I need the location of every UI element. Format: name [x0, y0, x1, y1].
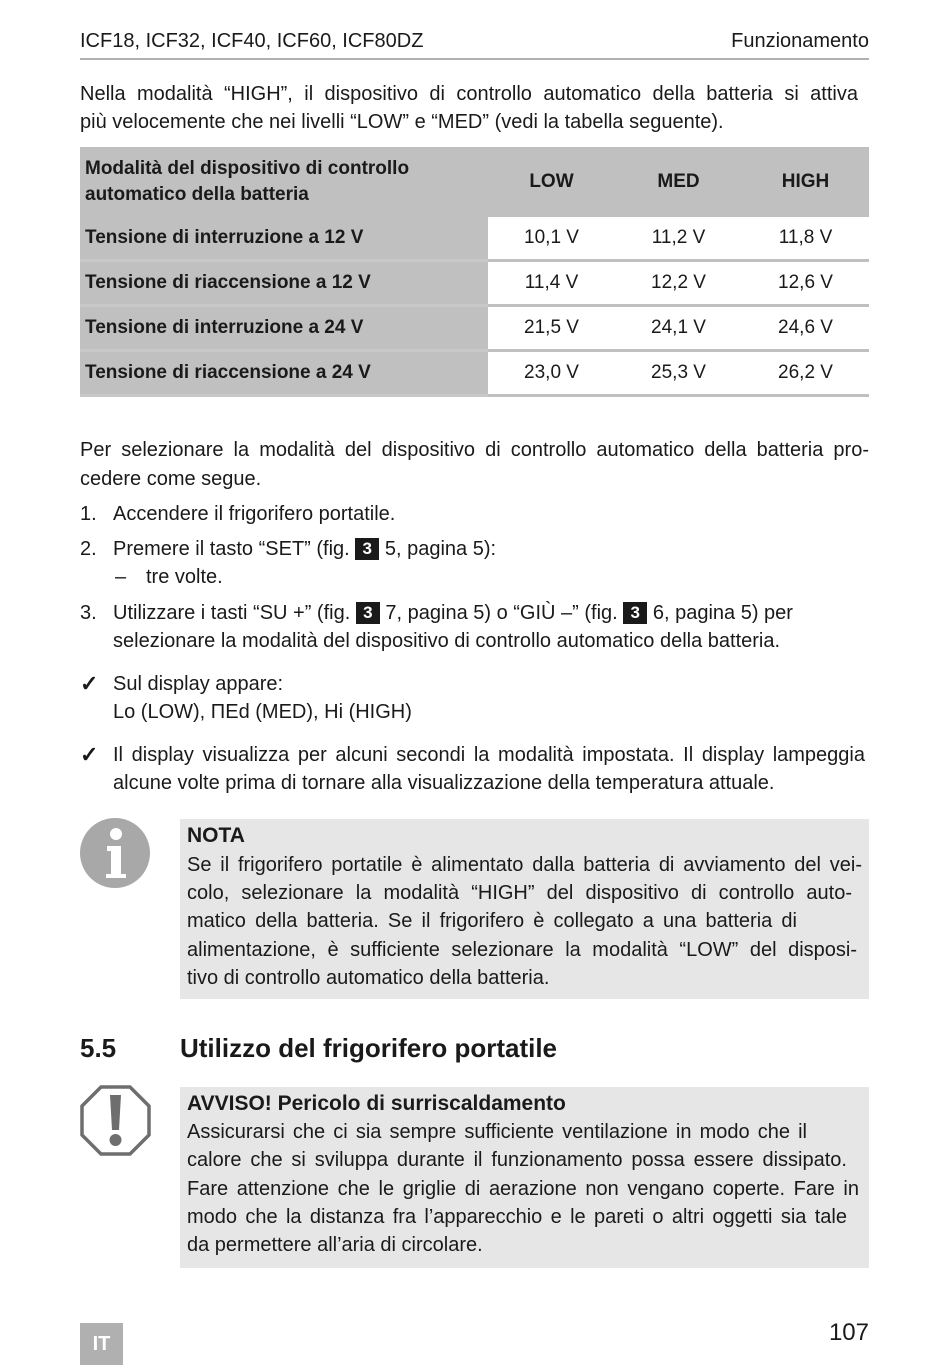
- cell: 24,6 V: [742, 306, 869, 351]
- cell: 10,1 V: [488, 217, 615, 261]
- battery-monitor-table: [80, 147, 869, 397]
- note-line: alimentazione, è sufficiente selezionare la modalità “LOW” del disposi-: [187, 939, 857, 961]
- cell: 11,8 V: [742, 217, 869, 261]
- row-label: Tensione di riaccensione a 24 V: [80, 351, 488, 396]
- step-text: [113, 599, 793, 627]
- table-header-label: [80, 147, 488, 217]
- result-line: alcune volte prima di tornare alla visualizzazione della temperatura attuale.: [113, 772, 775, 794]
- col-high: HIGH: [742, 147, 869, 217]
- warning-title: AVVISO! Pericolo di surriscaldamento: [187, 1092, 566, 1115]
- warning-icon: [80, 1085, 151, 1156]
- cell: 26,2 V: [742, 351, 869, 396]
- cell: 12,2 V: [615, 261, 742, 306]
- step-text-part: Utilizzare i tasti “SU +” (fig.: [113, 602, 351, 624]
- step-number: 2.: [80, 538, 97, 560]
- cell: 11,2 V: [615, 217, 742, 261]
- select-intro-line: cedere come segue.: [80, 468, 262, 490]
- row-label: Tensione di riaccensione a 12 V: [80, 261, 488, 306]
- cell: 23,0 V: [488, 351, 615, 396]
- language-tab: IT: [80, 1323, 123, 1365]
- select-intro-line: Per selezionare la modalità del dispositivo di controllo automatico della batteria pro-: [80, 439, 869, 461]
- step-text: [113, 535, 496, 563]
- result-line: Lo (LOW), ΠEd (MED), Hi (HIGH): [113, 701, 412, 723]
- section-number: 5.5: [80, 1033, 117, 1063]
- note-line: Se il frigorifero portatile è alimentato dalla batteria di avviamento del vei-: [187, 854, 862, 876]
- table-row: [80, 217, 869, 261]
- table-row: [80, 306, 869, 351]
- table-header-row: [80, 147, 869, 217]
- cell: 24,1 V: [615, 306, 742, 351]
- header-models: ICF18, ICF32, ICF40, ICF60, ICF80DZ: [80, 30, 424, 52]
- warning-line: Fare attenzione che le griglie di aerazione non vengano coperte. Fare in: [187, 1178, 859, 1200]
- table-row: [80, 351, 869, 396]
- intro-line: Nella modalità “HIGH”, il dispositivo di controllo automatico della batteria si attiva: [80, 83, 858, 105]
- figure-badge: 3: [623, 602, 647, 624]
- cell: 21,5 V: [488, 306, 615, 351]
- warning-line: da permettere all’aria di circolare.: [187, 1234, 483, 1256]
- section-title: Utilizzo del frigorifero portatile: [180, 1033, 558, 1063]
- header-label-line: automatico della batteria: [85, 184, 309, 205]
- note-line: colo, selezionare la modalità “HIGH” del dispositivo di controllo auto-: [187, 882, 852, 904]
- row-label: Tensione di interruzione a 24 V: [80, 306, 488, 351]
- step-text-part: 7, pagina 5) o “GIÙ –” (fig.: [385, 602, 618, 624]
- note-box: [180, 819, 869, 999]
- step-text-part: 6, pagina 5) per: [652, 602, 793, 624]
- warning-line: Assicurarsi che ci sia sempre sufficiente ventilazione in modo che il: [187, 1121, 807, 1143]
- substep-text: tre volte.: [146, 566, 223, 588]
- figure-badge: 3: [355, 538, 379, 560]
- step-text: selezionare la modalità del dispositivo di controllo automatico della batteria.: [113, 630, 781, 652]
- table-row: [80, 261, 869, 306]
- note-line: matico della batteria. Se il frigorifero è collegato a una batteria di: [187, 910, 797, 932]
- col-low: LOW: [488, 147, 615, 217]
- warning-box: [180, 1087, 869, 1268]
- step-text-part: Premere il tasto “SET” (fig.: [113, 538, 350, 560]
- check-icon: ✓: [80, 742, 99, 767]
- step-number: 1.: [80, 503, 97, 525]
- result-line: Sul display appare:: [113, 673, 284, 695]
- intro-line: più velocemente che nei livelli “LOW” e “MED” (vedi la tabella seguente).: [80, 111, 724, 133]
- row-label: Tensione di interruzione a 12 V: [80, 217, 488, 261]
- warning-line: modo che la distanza fra l’apparecchio e le pareti o altri oggetti sia tale: [187, 1206, 847, 1228]
- cell: 12,6 V: [742, 261, 869, 306]
- header-rule: [80, 58, 869, 60]
- check-icon: ✓: [80, 671, 99, 696]
- note-line: tivo di controllo automatico della batteria.: [187, 967, 550, 989]
- figure-badge: 3: [356, 602, 380, 624]
- info-icon: [80, 818, 150, 888]
- cell: 25,3 V: [615, 351, 742, 396]
- header-section: Funzionamento: [731, 30, 869, 52]
- step-text: Accendere il frigorifero portatile.: [113, 503, 396, 525]
- note-title: NOTA: [187, 824, 245, 847]
- page-number: 107: [828, 1319, 869, 1346]
- step-text-part: 5, pagina 5):: [384, 538, 497, 560]
- cell: 11,4 V: [488, 261, 615, 306]
- dash-bullet: –: [115, 566, 127, 588]
- header-label-line: Modalità del dispositivo di controllo: [85, 158, 410, 179]
- step-number: 3.: [80, 602, 97, 624]
- result-line: Il display visualizza per alcuni secondi la modalità impostata. Il display lampeggia: [113, 744, 865, 766]
- warning-line: calore che si sviluppa durante il funzionamento possa essere dissipato.: [187, 1149, 847, 1171]
- col-med: MED: [615, 147, 742, 217]
